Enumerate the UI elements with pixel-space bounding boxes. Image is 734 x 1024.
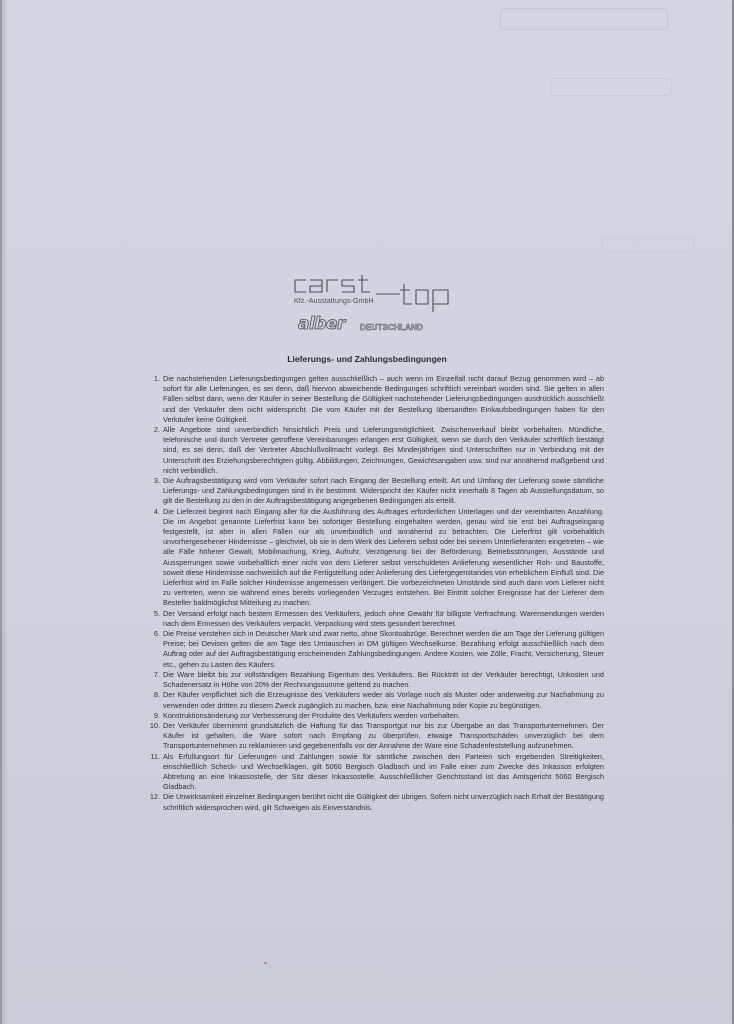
term-number: 3. (153, 476, 160, 486)
term-text: Die Auftragsbestätigung wird vom Verkäufer sofort nach Eingang der Bestellung erteilt. Art und Umfang der Lieferung sowie sämtliche Lieferungs- und Zahlungsbedingungen sind in ihr bestimmt. Widerspricht der Käufer nicht innerhalb 8 Tagen ab Ausstellungsdatum, so gilt die Bestellung zu den in der Auftragsbestätigung angegebenen Bedingungen als erteilt. (163, 476, 604, 506)
term-number: 11. (150, 751, 160, 761)
term-item (146, 670, 604, 690)
term-number: 12. (149, 792, 160, 802)
show-through-mark (500, 8, 668, 30)
alber-logo-text: alber (298, 314, 345, 334)
term-number: 5. (153, 608, 160, 618)
company-logo (292, 274, 462, 340)
terms-list (146, 374, 604, 813)
country-label: DEUTSCHLAND (360, 323, 424, 332)
term-text: Die Ware bleibt bis zur vollständigen Bezahlung Eigentum des Verkäufers. Bei Rücktritt ist der Verkäufer berechtigt, Unkosten und Schadenersatz in Höhe von 20% der Rechnungssumme geltend zu machen. (163, 669, 604, 690)
term-text: Die Lieferzeit beginnt nach Eingang aller für die Ausführung des Auftrages erforderlichen Unterlagen und der vereinbarten Anzahlung. Die im Angebot genannte Lieferfrist kann bei sofortiger Bestellung eingehalten werden, genau wird sie erst bei Auftragseingang festgestellt, ist aber in allen Fällen nur als unverbindlich und annähernd zu betrachten. Die Lieferfrist gilt vorbehaltlich unvorhergesehener Hindernisse – gleichviel, ob sie in dem Werk des Lieferers selbst oder bei seinem Unterlieferanten eingetreten – wie alle Fälle höherer Gewalt, Mobilmachung, Krieg, Aufruhr, Verzögerung bei der Beförderung, Betriebsstörungen, Ausstände und Aussperrungen sowie vorbehaltlich einer nicht von dem Lieferer selbst verschuldeten Anlieferung wesentlicher Roh- und Baustoffe, soweit diese Hindernisse nachweislich auf die Fertigstellung oder Anlieferung des Liefergegenstandes von erheblichem Einfluß sind. Die Lieferfrist wird im Falle solcher Hindernisse angemessen verlängert. Die vorbezeichneten Umstände sind auch dann vom Lieferer nicht zu vertreten, wenn sie während eines bereits vorliegenden Verzuges entstehen. Bei Eintritt solcher Ereignisse hat der Lieferer dem Besteller baldmöglichst Mitteilung zu machen. (163, 506, 604, 608)
term-item (146, 609, 604, 629)
term-item (146, 374, 604, 425)
term-item (146, 629, 604, 670)
term-number: 2. (153, 425, 160, 435)
term-number: 1. (153, 374, 160, 383)
paper-speck (264, 962, 267, 964)
term-text: Alle Angebote sind unverbindlich hinsichtlich Preis und Lieferungsmöglichkeit. Zwischenverkauf bleibt vorbehalten. Mündliche, telefonische und durch Vertreter getroffene Vereinbarungen erlangen erst Gültigkeit, wenn sie durch den Verkäufer schriftlich bestätigt sind, es sei denn, daß der Vertreter Abschlußvollmacht vorlegt. Bei Minderjährigen sind Unterschriften nur in Verbindung mit der Unterschrift des Erziehungsberechtigten gültig. Abbildungen, Zeichnungen, Gewichtsangaben usw. sind nur annähernd maßgebend und nicht verbindlich. (163, 425, 604, 475)
term-text: Konstruktionsänderung zur Verbesserung der Produkte des Verkäufers werden vorbehalten. (163, 710, 460, 720)
term-item (146, 792, 604, 812)
document-title: Lieferungs- und Zahlungsbedingungen (287, 354, 447, 364)
paper-sheet (2, 0, 732, 1024)
term-item (146, 690, 604, 710)
term-number: 4. (153, 506, 160, 516)
term-item (146, 711, 604, 721)
term-number: 6. (153, 629, 160, 639)
term-text: Der Versand erfolgt nach bestem Ermessen des Verkäufers, jedoch ohne Gewähr für billigste Verfrachtung. Warensendungen werden nach dem Ermessen des Verkäufers verpackt. Verpackung wird stets gesondert berechnet. (163, 608, 604, 628)
term-text: Der Verkäufer übernimmt grundsätzlich die Haftung für das Transportgut nur bis zur Übergabe an das Transportunternehmen. Der Käufer ist gehalten, die Ware sofort nach Empfang zu überprüfen, etwaige Transportschäden unverzüglich bei dem Transportunternehmen zu reklamieren und gegebenenfalls vor der Annahme der Ware eine Schadenfeststellung aufzunehmen. (163, 720, 604, 751)
term-item (146, 425, 604, 476)
term-text: Die nachstehenden Lieferungsbedingungen gelten ausschließlich – auch wenn im Einzelfall nicht darauf Bezug genommen wird – ab sofort für alle Lieferungen, es sei denn, daß hiervon abweichende Bedingungen schriftlich vereinbart worden sind. Sie gelten in allen Fällen selbst dann, wenn der Käufer in seiner Bestellung die Gültigkeit nachstehender Lieferungsbedingungen ausdrücklich ausschließt und der Verkäufer dem nicht widerspricht. Die vom Käufer mit der Bestellung übersandten Einkaufsbedingungen haben für den Verkäufer keine Gültigkeit. (163, 374, 604, 424)
term-number: 9. (153, 710, 160, 720)
show-through-mark (602, 238, 694, 252)
carstop-wordmark-graphic (292, 274, 462, 314)
term-text: Die Unwirksamkeit einzelner Bedingungen berührt nicht die Gültigkeit der übrigen. Sofern nicht unverzüglich nach Erhalt der Bestätigung schriftlich widersprochen wird, gilt Schweigen als Einverständnis. (163, 792, 604, 812)
term-text: Der Käufer verpflichtet sich die Erzeugnisse des Verkäufers weder als Vorlage noch als Muster oder anderweitig zur Nachahmung zu verwenden oder dritten zu diesem Zweck zugänglich zu machen, bzw. eine Nachahmung oder Kopie zu begünstigen. (163, 690, 604, 710)
term-text: Die Preise verstehen sich in Deutscher Mark und zwar netto, ohne Skontoabzüge. Berechnet werden die am Tage der Lieferung gültigen Preise; bei Devisen gelten die am Tage des Umtauschen in DM gültigen Wechselkurse. Bezahlung erfolgt ausschließlich nach dem Auftrag oder auf der Auftragsbestätigung erscheinenden Zahlungsbedingungen. Andere Kosten, wie Zölle, Fracht, Versicherung, Steuer etc., gehen zu Lasten des Käufers. (163, 629, 604, 669)
company-subtitle: Kfz.-Ausstattungs-GmbH (294, 298, 374, 305)
show-through-mark (550, 78, 672, 96)
term-item (146, 721, 604, 752)
term-number: 10. (149, 720, 160, 730)
term-number: 7. (153, 669, 160, 679)
page-edge-shadow (2, 0, 8, 1024)
term-item (146, 752, 604, 793)
term-item (146, 507, 604, 609)
term-text: Als Erfüllungsort für Lieferungen und Zahlungen sowie für sämtliche zwischen den Parteien sich ergebenden Streitigkeiten, einschließlich Scheck- und Wechselklagen, gilt 5060 Bergisch Gladbach und im Falle einer zum Zwecke des Inkassos erfolgten Abtretung an eine Inkassostelle, der Sitz dieser Inkassostelle. Ausschließlicher Gerichtsstand ist das Amtsgericht 5060 Bergisch Gladbach. (163, 751, 604, 792)
term-item (146, 476, 604, 507)
term-number: 8. (153, 690, 160, 700)
